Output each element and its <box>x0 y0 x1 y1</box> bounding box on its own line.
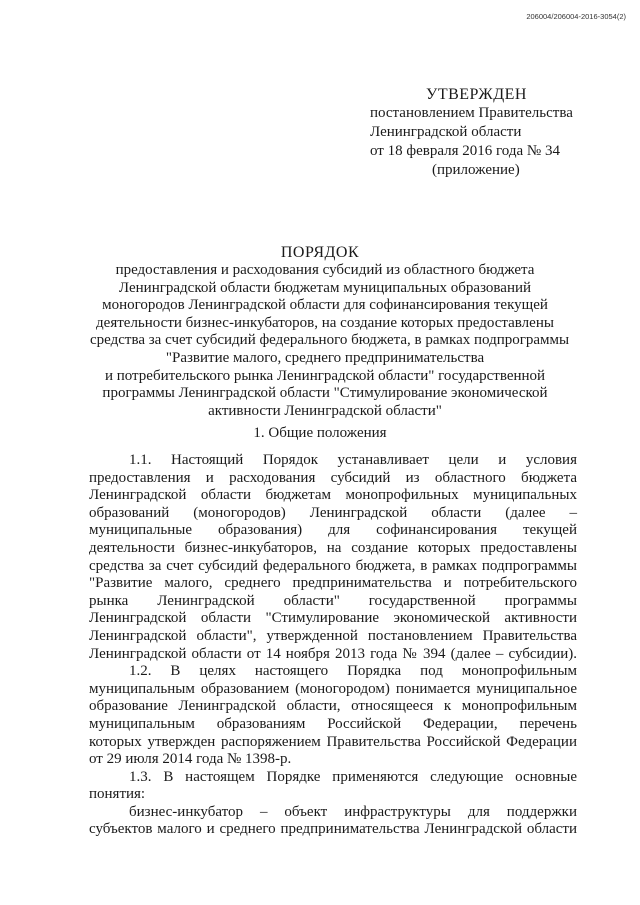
subtitle-line: и потребительского рынка Ленинградской области" государственной <box>104 367 546 384</box>
text-line: образование Ленинградской области, относящееся к монопрофильным <box>89 698 577 715</box>
approval-line: постановлением Правительства <box>370 105 573 121</box>
text-line: 1.3. В настоящем Порядке применяются следующие основные <box>129 768 577 785</box>
text-line: Ленинградской области", утвержденной постановлением Правительства <box>89 627 577 644</box>
document-subtitle <box>90 262 570 420</box>
subtitle-line: программы Ленинградской области "Стимулирование экономической <box>102 385 548 402</box>
definition-business-incubator <box>89 804 577 839</box>
text-line: от 29 июля 2014 года № 1398-р. <box>89 751 292 768</box>
subtitle-line: Ленинградской области бюджетам муниципальных образований <box>118 279 532 296</box>
text-line: муниципальные образования) для софинансирования текущей <box>89 522 577 539</box>
paragraph-1-3 <box>89 769 577 804</box>
text-line: деятельности бизнес-инкубаторов, на создание которых предоставлены <box>89 539 577 556</box>
text-line: рынка Ленинградской области" государственной программы <box>89 592 577 609</box>
subtitle-line: активности Ленинградской области" <box>208 402 442 419</box>
subtitle-line: средства за счет субсидий федерального бюджета, в рамках подпрограммы <box>90 332 570 349</box>
text-line: бизнес-инкубатор – объект инфраструктуры для поддержки <box>129 803 577 820</box>
approval-appendix: (приложение) <box>432 162 520 178</box>
text-line: предоставления и расходования субсидий из областного бюджета <box>89 469 577 486</box>
approval-title: УТВЕРЖДЕН <box>426 86 527 103</box>
text-line: "Развитие малого, среднего предпринимательства и потребительского <box>89 575 577 592</box>
text-line: понятия: <box>89 786 146 803</box>
subtitle-line: деятельности бизнес-инкубаторов, на создание которых предоставлены <box>96 314 554 331</box>
text-line: Ленинградской области "Стимулирование экономической активности <box>89 610 577 627</box>
text-line: которых утвержден распоряжением Правительства Российской Федерации <box>89 733 577 750</box>
text-line: 1.1. Настоящий Порядок устанавливает цели и условия <box>129 452 577 468</box>
paragraph-1-2 <box>89 663 577 769</box>
text-line: Ленинградской области от 14 ноября 2013 года № 394 (далее – субсидии). <box>89 645 577 662</box>
text-line: муниципальным образованием (моногородом) понимается муниципальное <box>89 680 577 697</box>
text-line: 1.2. В целях настоящего Порядка под монопрофильным <box>129 663 577 680</box>
text-line: Ленинградской области бюджетам монопрофильных муниципальных <box>89 487 577 504</box>
subtitle-line: моногородов Ленинградской области для софинансирования текущей <box>102 297 548 314</box>
text-line: средства за счет субсидий федерального бюджета, в рамках подпрограммы <box>89 557 577 574</box>
document-heading: ПОРЯДОК <box>280 244 360 261</box>
approval-line: Ленинградской области <box>370 124 522 140</box>
document-body <box>89 452 577 839</box>
text-line: образований (моногородов) Ленинградской области (далее – <box>89 504 577 521</box>
subtitle-line: "Развитие малого, среднего предпринимательства <box>165 349 485 366</box>
text-line: субъектов малого и среднего предпринимательства Ленинградской области <box>89 821 577 838</box>
document-id: 206004/206004-2016-3054(2) <box>526 12 626 21</box>
paragraph-1-1 <box>89 452 577 663</box>
text-line: муниципальным образованиям Российской Федерации, перечень <box>89 715 577 732</box>
subtitle-line: предоставления и расходования субсидий из областного бюджета <box>115 262 535 278</box>
approval-block <box>370 85 573 180</box>
approval-line: от 18 февраля 2016 года № 34 <box>370 143 560 159</box>
section-title: 1. Общие положения <box>253 425 387 441</box>
